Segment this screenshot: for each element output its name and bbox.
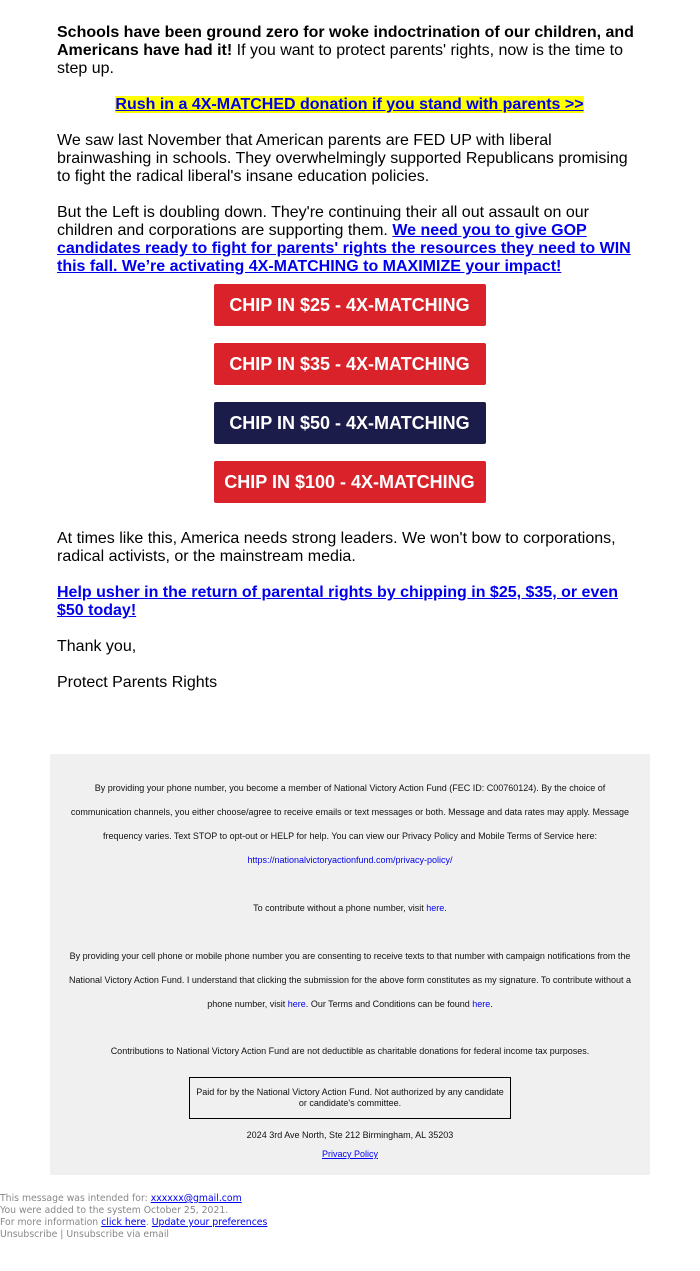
contribute-note: To contribute without a phone number, visit here. <box>253 903 447 913</box>
paid-for-box: Paid for by the National Victory Action Fund. Not authorized by any candidate or candidate's committee. <box>189 1077 511 1119</box>
privacy-policy-url-link[interactable]: https://nationalvictoryactionfund.com/privacy-policy/ <box>247 855 453 865</box>
give-gop-link[interactable]: We need you to give GOP candidates ready to fight for parents' rights the resources they need to WIN this fall. We’re activating 4X-MATCHING to MAXIMIZE your impact! <box>57 222 631 275</box>
paragraph-november: We saw last November that American parents are FED UP with liberal brainwashing in schools. They overwhelmingly supported Republicans promising to fight the radical liberal's insane education policies. <box>57 132 628 185</box>
address: 2024 3rd Ave North, Ste 212 Birmingham, AL 35203 <box>246 1130 454 1140</box>
paragraph-leaders: At times like this, America needs strong leaders. We won't bow to corporations, radical activists, or the mainstream media. <box>57 530 616 565</box>
usher-link[interactable]: Help usher in the return of parental rights by chipping in $25, $35, or even $50 today! <box>57 584 619 619</box>
intro-paragraph: Schools have been ground zero for woke indoctrination of our children, and Americans have had it! If you want to protect parents' rights, now is the time to step up. <box>57 24 634 77</box>
terms-here-link[interactable]: here <box>472 999 491 1009</box>
consent-disclaimer: By providing your cell phone or mobile phone number you are consenting to receive texts to that number with campaign notifications from the National Victory Action Fund. I understand that clicking the submission for the above form constitutes as my signature. To contribute without a phone number, visit here. Our Terms and Conditions can be found here. <box>69 951 631 1009</box>
update-preferences-link[interactable]: Update your preferences <box>151 1217 268 1228</box>
signature: Protect Parents Rights <box>57 674 218 691</box>
chip-in-50-button[interactable]: CHIP IN $50 - 4X-MATCHING <box>214 402 486 444</box>
here-link[interactable]: here <box>426 903 445 913</box>
paragraph-left: But the Left is doubling down. They're continuing their all out assault on our children and corporations are supporting them. We need you to give GOP candidates ready to fight for parents' rights the resources they need to WIN this fall. We’re activating 4X-MATCHING to MAXIMIZE your impact! <box>57 204 631 275</box>
email-link[interactable]: xxxxxx@gmail.com <box>150 1193 242 1204</box>
tax-note: Contributions to National Victory Action Fund are not deductible as charitable donations for federal income tax purposes. <box>110 1046 590 1056</box>
chip-in-35-button[interactable]: CHIP IN $35 - 4X-MATCHING <box>214 343 486 385</box>
privacy-policy-link[interactable]: Privacy Policy <box>321 1149 378 1159</box>
cta-donate-link[interactable]: Rush in a 4X-MATCHED donation if you stand with parents >> <box>115 96 584 113</box>
here-link-2[interactable]: here <box>287 999 306 1009</box>
donation-buttons <box>57 284 642 503</box>
unsubscribe-links[interactable]: Unsubscribe | Unsubscribe via email <box>0 1229 170 1240</box>
chip-in-25-button[interactable]: CHIP IN $25 - 4X-MATCHING <box>214 284 486 326</box>
sms-disclaimer: By providing your phone number, you become a member of National Victory Action Fund (FEC ID: C00760124). By the choice of communication channels, you either choose/agree to receive emails or text messages or both. Message and data rates may apply. Message frequency varies. Text STOP to opt-out or HELP for help. You can view our Privacy Policy and Mobile Terms of Service here: https://nationalvictoryactionfund.com/privacy-policy/ <box>70 783 630 865</box>
legal-footer <box>50 754 650 1175</box>
email-meta: This message was intended for: xxxxxx@gmail.com You were added to the system October 25, 2021. For more information click here. Update your preferences Unsubscribe | Unsubscribe via email <box>0 1193 268 1240</box>
thanks-text: Thank you, <box>57 638 137 655</box>
email-body <box>57 24 642 710</box>
chip-in-100-button[interactable]: CHIP IN $100 - 4X-MATCHING <box>214 461 486 503</box>
click-here-link[interactable]: click here <box>101 1217 146 1228</box>
